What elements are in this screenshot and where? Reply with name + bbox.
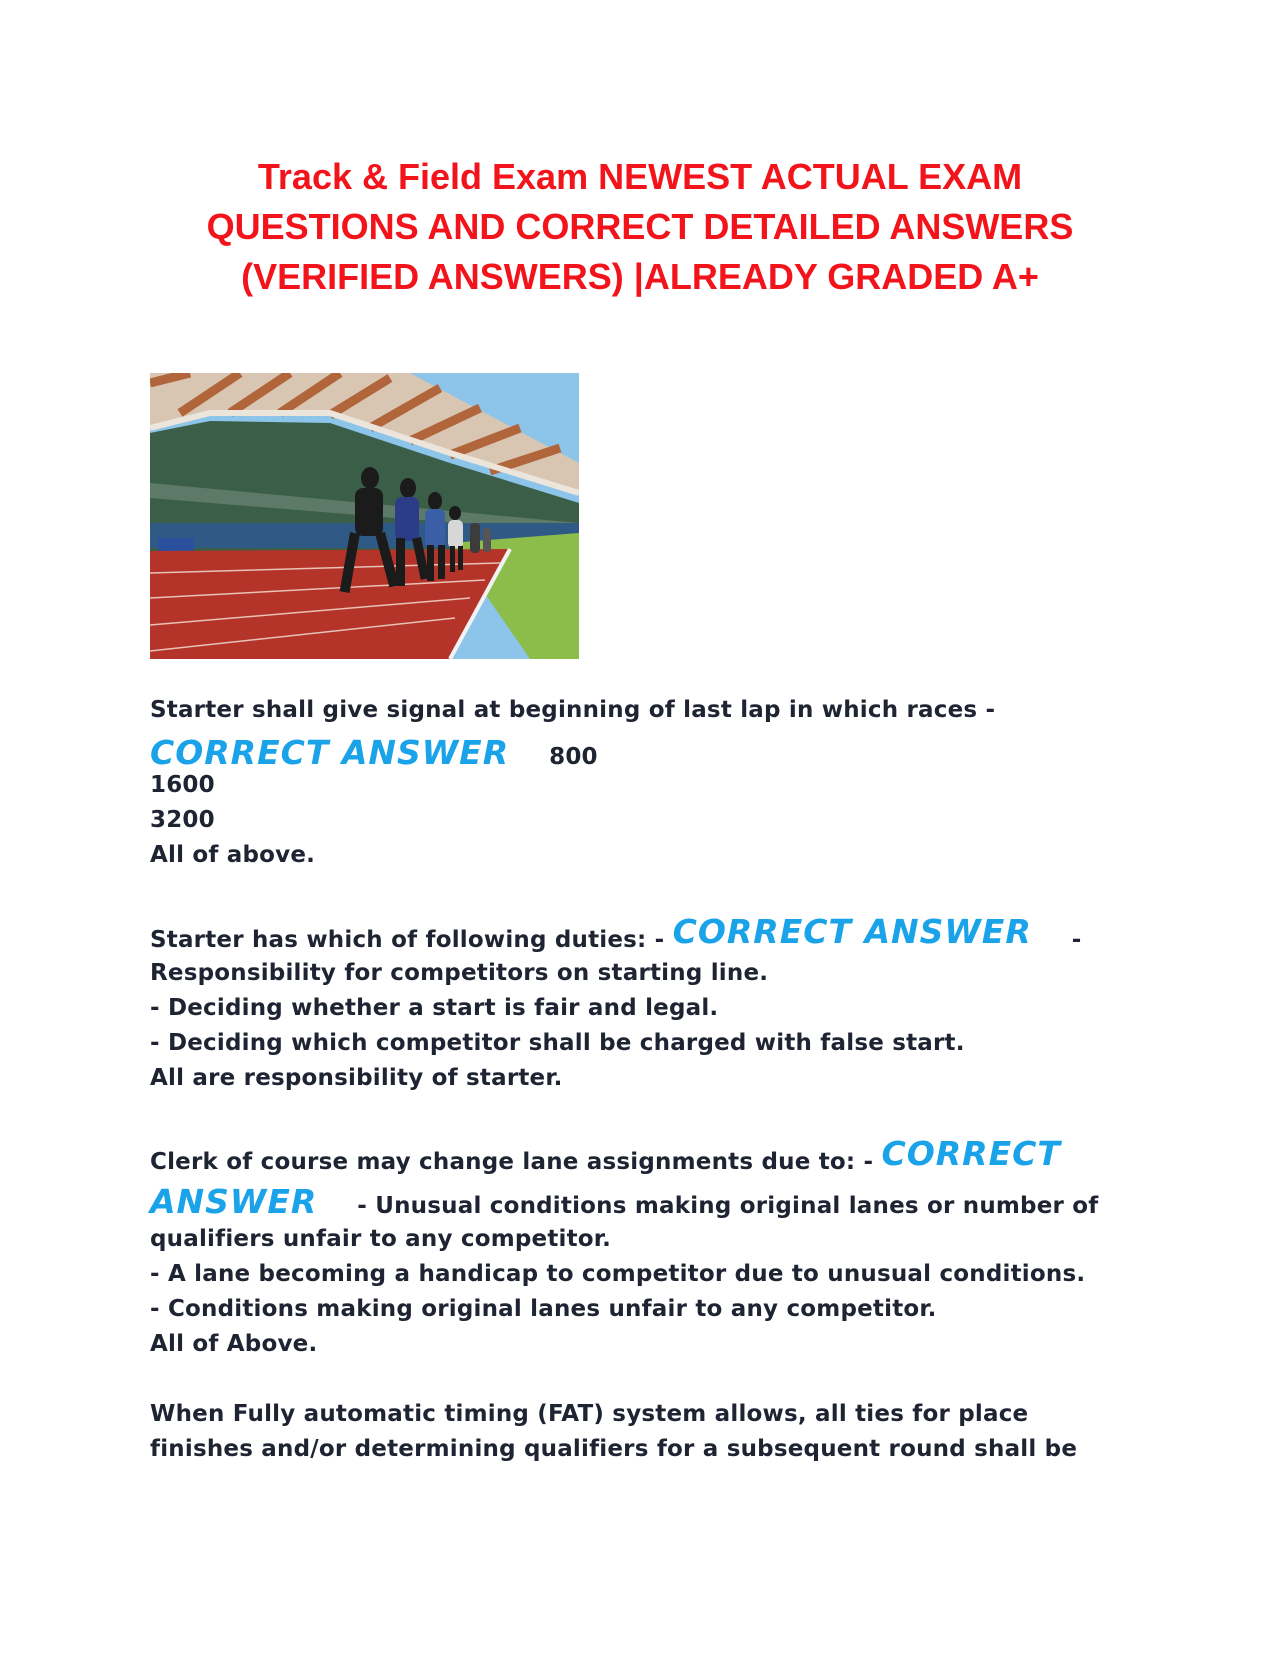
- answer-3-first-line: [150, 1182, 1098, 1221]
- answer-2-line: - Deciding which competitor shall be charged with false start.: [150, 1030, 965, 1056]
- question-2-first-line: [150, 912, 1082, 955]
- document-title: [150, 152, 1130, 302]
- question-4-line: When Fully automatic timing (FAT) system allows, all ties for place: [150, 1401, 1029, 1427]
- question-4-line: finishes and/or determining qualifiers for a subsequent round shall be: [150, 1436, 1078, 1462]
- answer-1-line: 3200: [150, 807, 215, 833]
- title-line-2: QUESTIONS AND CORRECT DETAILED ANSWERS: [206, 206, 1074, 247]
- answer-2-first: -: [1071, 927, 1082, 953]
- answer-1-first: 800: [549, 744, 598, 770]
- question-2: Starter has which of following duties: -: [150, 927, 665, 953]
- answer-1-line: 1600: [150, 772, 215, 798]
- answer-3-first: - Unusual conditions making original lanes or number of: [357, 1193, 1099, 1219]
- question-1: Starter shall give signal at beginning of last lap in which races -: [150, 697, 996, 723]
- answer-3-line: - A lane becoming a handicap to competitor due to unusual conditions.: [150, 1261, 1086, 1287]
- answer-2-line: - Deciding whether a start is fair and legal.: [150, 995, 719, 1021]
- correct-answer-label-word2: ANSWER: [150, 1182, 318, 1221]
- answer-1-line: All of above.: [150, 842, 316, 868]
- correct-answer-label-word1: CORRECT: [881, 1134, 1061, 1173]
- title-line-3: (VERIFIED ANSWERS) |ALREADY GRADED A+: [241, 256, 1039, 297]
- correct-answer-label: CORRECT ANSWER: [672, 912, 1032, 951]
- answer-1-first-line: [150, 733, 598, 772]
- answer-3-line: qualifiers unfair to any competitor.: [150, 1226, 612, 1252]
- answer-2-line: All are responsibility of starter.: [150, 1065, 563, 1091]
- answer-2-line: Responsibility for competitors on starting line.: [150, 960, 769, 986]
- answer-3-line: - Conditions making original lanes unfair to any competitor.: [150, 1296, 937, 1322]
- answer-3-line: All of Above.: [150, 1331, 318, 1357]
- stadium-track-photo: [150, 373, 579, 659]
- question-3-first-line: [150, 1134, 1061, 1177]
- title-line-1: Track & Field Exam NEWEST ACTUAL EXAM: [257, 156, 1023, 197]
- correct-answer-label: CORRECT ANSWER: [150, 733, 510, 772]
- question-3: Clerk of course may change lane assignments due to: -: [150, 1149, 874, 1175]
